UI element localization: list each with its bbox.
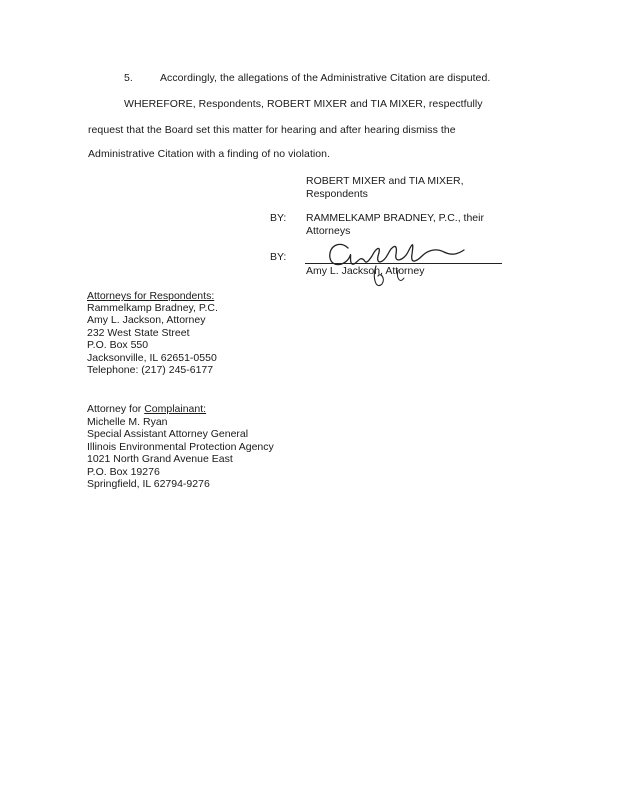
by-label-1: BY:	[270, 212, 287, 224]
heading-underlined: Complainant:	[144, 403, 207, 415]
address-line: Amy L. Jackson, Attorney	[87, 314, 206, 326]
paragraph-5-text: Accordingly, the allegations of the Administrative Citation are disputed.	[160, 72, 491, 84]
address-line: Jacksonville, IL 62651-0550	[87, 352, 217, 364]
address-line: Springfield, IL 62794-9276	[87, 478, 210, 490]
wherefore-line-2: request that the Board set this matter for hearing and after hearing dismiss the	[88, 124, 456, 136]
party-name: ROBERT MIXER and TIA MIXER,	[306, 175, 464, 187]
address-line: Telephone: (217) 245-6177	[87, 364, 214, 376]
handwritten-signature	[318, 226, 468, 296]
law-firm-role: Attorneys	[306, 225, 351, 237]
signer-name: Amy L. Jackson, Attorney	[306, 265, 425, 277]
address-line: Special Assistant Attorney General	[87, 428, 249, 440]
address-line: 1021 North Grand Avenue East	[87, 453, 233, 465]
wherefore-line-1: WHEREFORE, Respondents, ROBERT MIXER and TIA MIXER, respectfully	[124, 98, 483, 110]
address-line: 232 West State Street	[87, 327, 190, 339]
heading-prefix: Attorney for	[87, 403, 145, 415]
address-line: Michelle M. Ryan	[87, 416, 168, 428]
wherefore-line-3: Administrative Citation with a finding of no violation.	[88, 148, 331, 160]
paragraph-number: 5.	[124, 72, 133, 84]
address-line: P.O. Box 550	[87, 339, 149, 351]
address-line: P.O. Box 19276	[87, 466, 160, 478]
address-line: Illinois Environmental Protection Agency	[87, 441, 274, 453]
respondents-attorneys-heading: Attorneys for Respondents:	[87, 290, 215, 302]
law-firm-line: RAMMELKAMP BRADNEY, P.C., their	[306, 212, 484, 224]
by-label-2: BY:	[270, 251, 287, 263]
address-line: Rammelkamp Bradney, P.C.	[87, 302, 218, 314]
complainant-attorney-heading	[87, 403, 206, 415]
party-role: Respondents	[306, 188, 368, 200]
